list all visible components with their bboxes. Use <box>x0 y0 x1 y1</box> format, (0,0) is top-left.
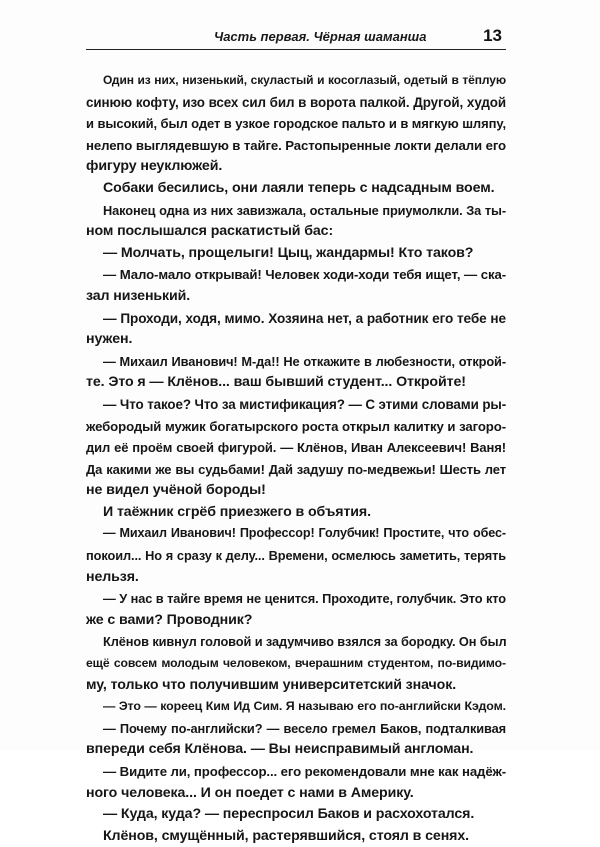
page-header <box>86 26 506 50</box>
text-line: Наконец одна из них завизжала, остальные приумолкли. За ты- <box>103 202 506 218</box>
text-line: нужен. <box>86 331 133 348</box>
text-line: ещё совсем молодым человеком, вчерашним студентом, по-видимо- <box>86 656 506 671</box>
text-line: — Михаил Иванович! Профессор! Голубчик! Простите, что обес- <box>103 526 506 541</box>
text-line: нелепо выглядевшую в тайге. Растопыренные локти делали его <box>86 137 507 153</box>
text-line: — Мало-мало открывай! Человек ходи-ходи тебя ищет, — ска- <box>103 267 506 283</box>
text-line: впереди себя Клёнова. — Вы неисправимый англоман. <box>86 741 474 758</box>
text-line: ном послышался раскатистый бас: <box>86 223 334 240</box>
text-line: — Молчать, прощелыги! Цыц, жандармы! Кто таков? <box>103 244 474 261</box>
text-line: зал низенький. <box>86 287 191 304</box>
text-line: Клёнов, смущённый, растерявшийся, стоял в сенях. <box>103 827 469 844</box>
text-line: Собаки бесились, они лаяли теперь с надсадным воем. <box>103 179 495 196</box>
text-line: фигуру неуклюжей. <box>86 158 223 175</box>
header-rule <box>86 49 506 50</box>
text-line: И таёжник сгрёб приезжего в объятия. <box>103 503 371 520</box>
text-line: — Михаил Иванович! М-да!! Не откажите в любезности, открой- <box>103 353 506 369</box>
text-line: Клёнов кивнул головой и задумчиво взялся за бородку. Он был <box>103 634 507 650</box>
text-line: ного человека... И он поедет с нами в Америку. <box>86 784 414 801</box>
text-line: дил её проём своей фигурой. — Клёнов, Иван Алексеевич! Ваня! <box>86 440 506 456</box>
text-line: — Проходи, ходя, мимо. Хозяина нет, а работник его тебе не <box>103 310 506 326</box>
text-line: же с вами? Проводник? <box>86 611 253 628</box>
text-line: — Почему по-английски? — весело гремел Баков, подталкивая <box>103 720 506 736</box>
running-head-title: Часть первая. Чёрная шаманша <box>214 29 427 44</box>
text-line: не видел учёной бороды! <box>86 482 266 499</box>
text-line: и высокий, был одет в узкое городское пальто и в мягкую шляпу, <box>86 116 506 132</box>
text-line: — Это — кореец Ким Ид Сим. Я называю его по-английски Кэдом. <box>103 699 506 714</box>
text-line: — Что такое? Что за мистификация? — С этими словами ры- <box>103 396 507 412</box>
text-line: синюю кофту, изо всех сил бил в ворота палкой. Другой, худой <box>86 94 506 110</box>
text-line: покоил... Но я сразу к делу... Времени, осмелюсь заметить, терять <box>86 548 506 564</box>
page-number: 13 <box>483 26 502 45</box>
text-line: — Куда, куда? — переспросил Баков и расхохотался. <box>103 806 475 823</box>
text-line: те. Это я — Клёнов... ваш бывший студент... Откройте! <box>86 374 466 391</box>
text-line: жебородый мужик богатырского роста открыл калитку и загоро- <box>86 418 506 434</box>
text-line: — Видите ли, профессор... его рекомендовали мне как надёж- <box>103 764 507 779</box>
text-line: му, только что получившим университетский значок. <box>86 676 457 693</box>
text-line: — У нас в тайге время не ценится. Проходите, голубчик. Это кто <box>103 591 506 607</box>
text-line: Один из них, низенький, скуластый и косоглазый, одетый в тёплую <box>103 73 506 87</box>
text-line: Да какими же вы судьбами! Дай задушу по-медвежьи! Шесть лет <box>86 461 506 477</box>
body-text <box>86 70 506 847</box>
text-line: нельзя. <box>86 568 139 585</box>
